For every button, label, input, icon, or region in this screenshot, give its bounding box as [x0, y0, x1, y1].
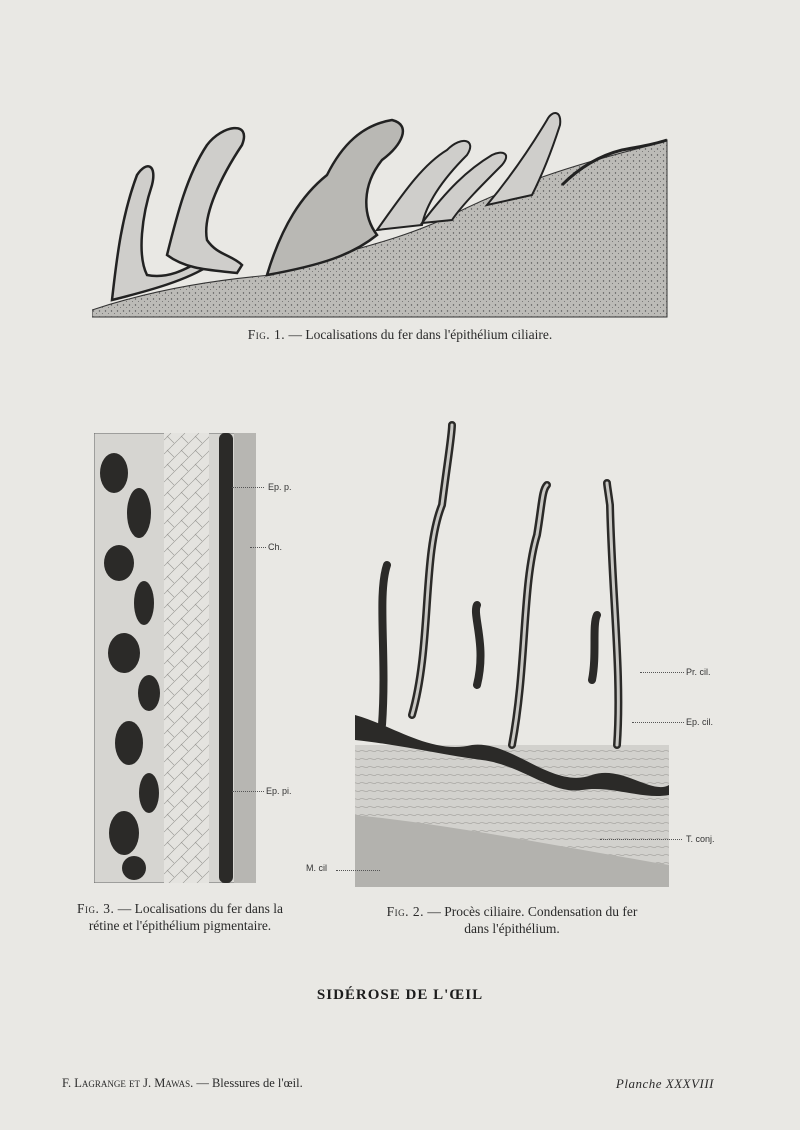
fig2-t-conj-leader	[600, 839, 682, 840]
fig3-ep-p-leader	[232, 487, 264, 488]
fig3-label-ep-p: Ep. p.	[268, 482, 292, 492]
figure-1-caption	[0, 326, 800, 343]
figure-2-illustration	[352, 395, 672, 890]
figure-2-caption	[352, 903, 672, 937]
footer-work: — Blessures de l'œil.	[193, 1076, 303, 1090]
figure-2-label: Fig. 2.	[386, 904, 425, 919]
figure-1-illustration	[92, 105, 672, 320]
figure-3-caption	[52, 900, 308, 934]
plate-title: SIDÉROSE DE L'ŒIL	[316, 987, 484, 1003]
fig2-label-ep-cil: Ep. cil.	[686, 717, 714, 727]
fig3-label-ch: Ch.	[268, 542, 283, 552]
fig3-ch-leader	[250, 547, 266, 548]
plate-number: Planche XXXVIII	[615, 1076, 714, 1091]
fig2-m-cil-leader	[336, 870, 380, 871]
figure-3-illustration	[94, 433, 256, 883]
figure-1-caption-text: — Localisations du fer dans l'épithélium ciliaire.	[285, 327, 553, 342]
figure-2-caption-line1: — Procès ciliaire. Condensation du fer	[424, 904, 638, 919]
footer-authors: F. Lagrange et J. Mawas.	[62, 1076, 194, 1090]
fig2-ep-cil-leader	[632, 722, 684, 723]
footer-citation	[62, 1076, 303, 1091]
figure-1-label: Fig. 1.	[247, 327, 286, 342]
fig3-ep-pi-leader	[232, 791, 264, 792]
figure-2-caption-line2: dans l'épithélium.	[464, 921, 560, 936]
fig2-pr-cil-leader	[640, 672, 684, 673]
fig2-label-m-cil: M. cil	[306, 863, 327, 873]
figure-3-caption-line1: — Localisations du fer dans la	[114, 901, 284, 916]
fig2-label-pr-cil: Pr. cil.	[686, 667, 711, 677]
fig2-label-t-conj: T. conj.	[686, 834, 715, 844]
figure-3-label: Fig. 3.	[76, 901, 115, 916]
fig3-label-ep-pi: Ep. pi.	[266, 786, 292, 796]
figure-3-caption-line2: rétine et l'épithélium pigmentaire.	[88, 918, 272, 933]
